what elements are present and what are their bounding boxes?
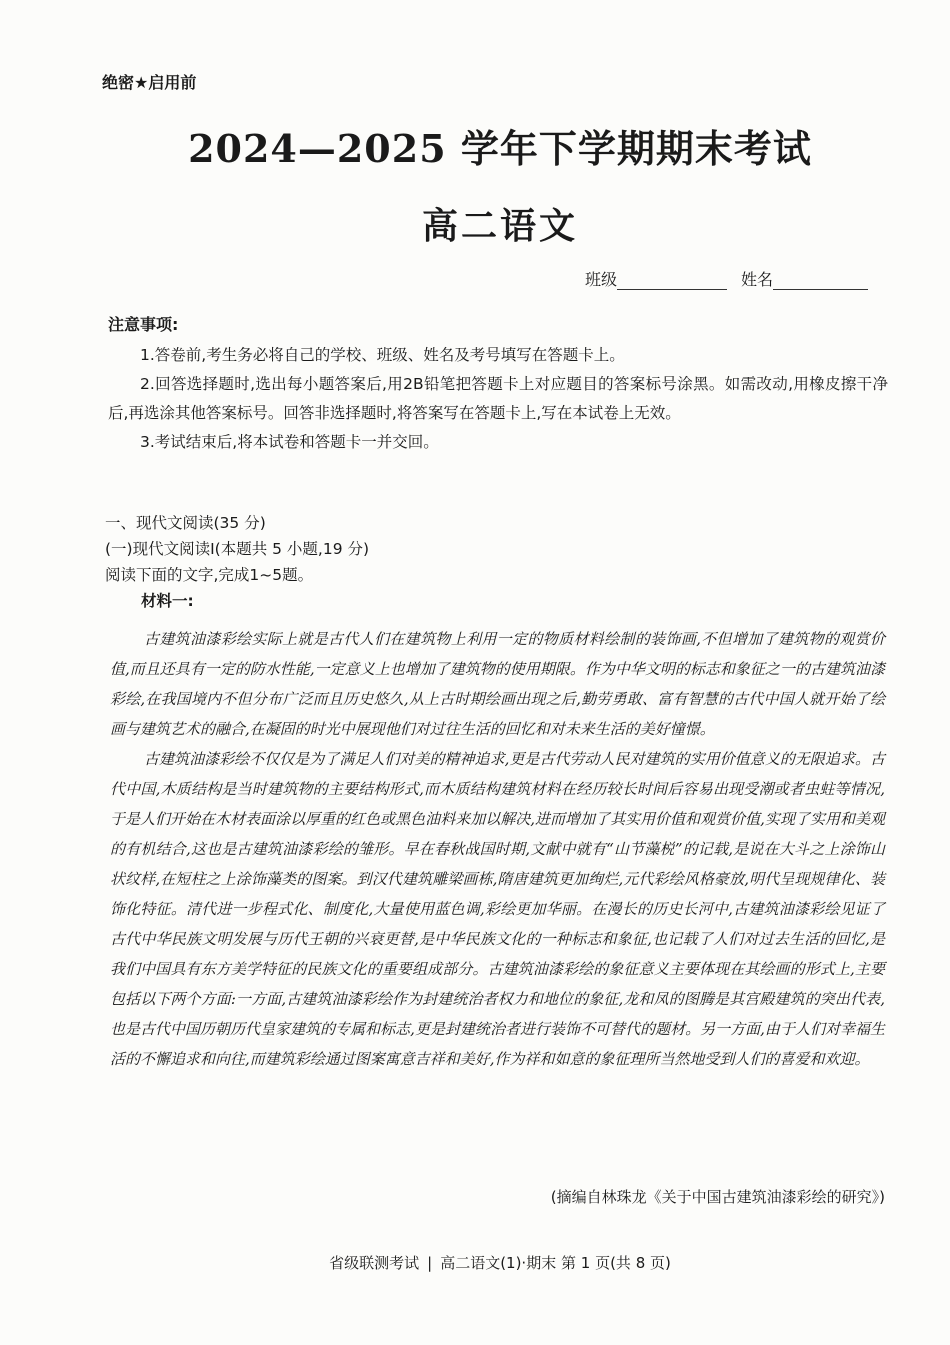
student-info bbox=[585, 267, 868, 290]
material-label: 材料一: bbox=[141, 592, 194, 610]
part-heading: 一、现代文阅读(35 分) bbox=[105, 514, 266, 532]
reading-section-header bbox=[105, 510, 885, 614]
instruction: 阅读下面的文字,完成1~5题。 bbox=[105, 566, 314, 584]
paragraph: 古建筑油漆彩绘不仅仅是为了满足人们对美的精神追求,更是古代劳动人民对建筑的实用价值意义的无限追求。古代中国,木质结构是当时建筑物的主要结构形式,而木质结构建筑材料在经历较长时间后容易出现受潮或者虫蛀等情况,于是人们开始在木材表面涂以厚重的红色或黑色油料来加以解决,进而增加了其实用价值和观赏价值,实现了实用和美观的有机结合,这也是古建筑油漆彩绘的雏形。早在春秋战国时期,文献中就有“山节藻棁”的记载,是说在大斗之上涂饰山状纹样,在短柱之上涂饰藻类的图案。到汉代建筑雕梁画栋,隋唐建筑更加绚烂,元代彩绘风格豪放,明代呈现规律化、装饰化特征。清代进一步程式化、制度化,大量使用蓝色调,彩绘更加华丽。在漫长的历史长河中,古建筑油漆彩绘见证了古代中华民族文明发展与历代王朝的兴衰更替,是中华民族文化的一种标志和象征,也记载了人们对过去生活的回忆,是我们中国具有东方美学特征的民族文化的重要组成部分。古建筑油漆彩绘的象征意义主要体现在其绘画的形式上,主要包括以下两个方面:一方面,古建筑油漆彩绘作为封建统治者权力和地位的象征,龙和凤的图腾是其宫殿建筑的突出代表,也是古代中国历朝历代皇家建筑的专属和标志,更是封建统治者进行装饰不可替代的题材。另一方面,由于人们对幸福生活的不懈追求和向往,而建筑彩绘通过图案寓意吉祥和美好,作为祥和如意的象征理所当然地受到人们的喜爱和欢迎。 bbox=[110, 750, 885, 1068]
subsection-heading: (一)现代文阅读Ⅰ(本题共 5 小题,19 分) bbox=[105, 540, 370, 558]
notice-item: 2.回答选择题时,选出每小题答案后,用2B铅笔把答题卡上对应题目的答案标号涂黑。如需改动,用橡皮擦干净后,再选涂其他答案标号。回答非选择题时,将答案写在答题卡上,写在本试卷上无效。 bbox=[108, 375, 888, 422]
footer-exam: 省级联测考试 bbox=[329, 1254, 420, 1272]
paragraph: 古建筑油漆彩绘实际上就是古代人们在建筑物上利用一定的物质材料绘制的装饰画,不但增加了建筑物的观赏价值,而且还具有一定的防水性能,一定意义上也增加了建筑物的使用期限。作为中华文明的标志和象征之一的古建筑油漆彩绘,在我国境内不但分布广泛而且历史悠久,从上古时期绘画出现之后,勤劳勇敢、富有智慧的古代中国人就开始了绘画与建筑艺术的融合,在凝固的时光中展现他们对过往生活的回忆和对未来生活的美好憧憬。 bbox=[110, 630, 885, 738]
subject-title: 高二语文 bbox=[421, 205, 578, 247]
notice-heading: 注意事项: bbox=[108, 315, 179, 334]
notice-section bbox=[108, 312, 888, 457]
notice-item: 1.答卷前,考生务必将自己的学校、班级、姓名及考号填写在答题卡上。 bbox=[140, 346, 625, 364]
source-citation: (摘编自林珠龙《关于中国古建筑油漆彩绘的研究》) bbox=[550, 1188, 885, 1206]
page-footer: 省级联测考试 | 高二语文(1)·期末 第 1 页(共 8 页) bbox=[329, 1254, 671, 1272]
footer-page: 第 1 页(共 8 页) bbox=[561, 1254, 671, 1272]
notice-item: 3.考试结束后,将本试卷和答题卡一并交回。 bbox=[140, 433, 439, 451]
material-text bbox=[110, 624, 885, 1074]
name-blank bbox=[773, 273, 868, 290]
class-label: 班级 bbox=[585, 270, 618, 289]
class-blank bbox=[617, 273, 727, 290]
footer-course: 高二语文(1)·期末 bbox=[440, 1254, 557, 1272]
exam-title: 2024—2025 学年下学期期末考试 bbox=[188, 126, 812, 171]
name-label: 姓名 bbox=[741, 270, 774, 289]
confidential-label: 绝密★启用前 bbox=[102, 73, 197, 92]
